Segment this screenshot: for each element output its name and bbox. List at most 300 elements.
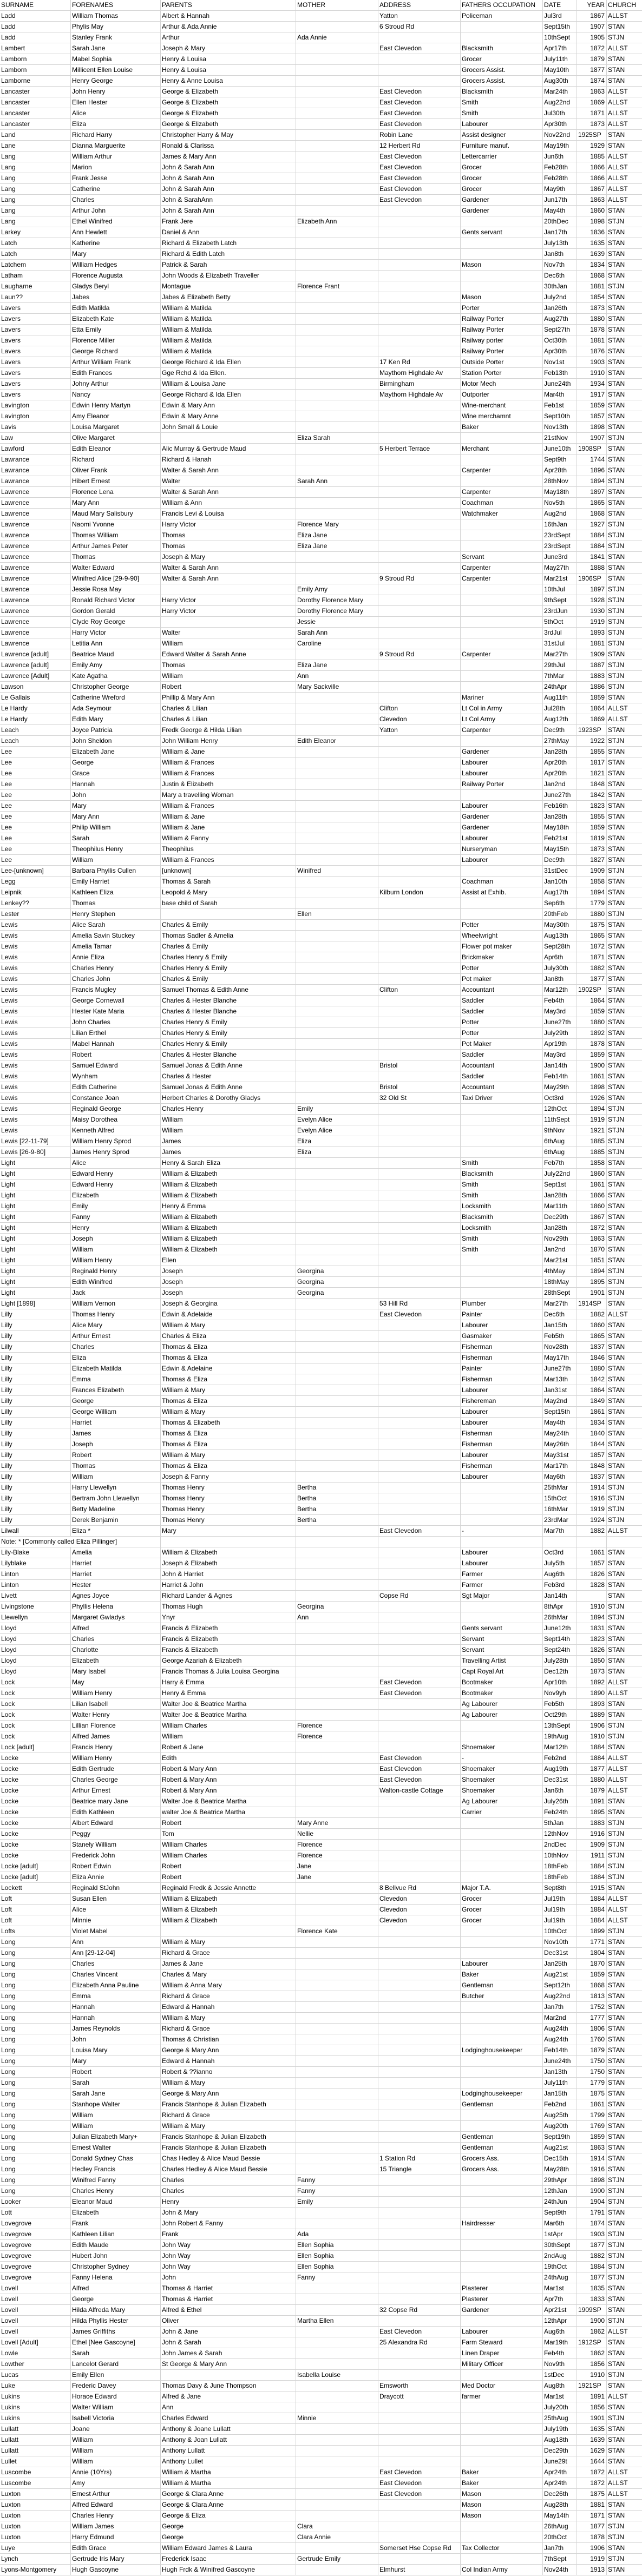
cell-forenames: Walter Edward xyxy=(71,563,161,573)
cell-year: 1834 xyxy=(577,260,607,270)
cell-year: 1819 xyxy=(577,833,607,844)
cell-year: 1750 xyxy=(577,2067,607,2077)
cell-parents: William & Frances xyxy=(161,757,296,768)
cell-address xyxy=(378,1039,461,1049)
table-row xyxy=(0,1915,642,1926)
cell-fathers-occupation: Watchmaker xyxy=(461,509,543,519)
cell-forenames: Elizabeth xyxy=(71,1656,161,1666)
cell-fathers-occupation: Saddler xyxy=(461,1050,543,1060)
cell-surname: Lang xyxy=(0,151,71,162)
cell-mother xyxy=(296,1082,378,1092)
cell-forenames: Ethel [Nee Gascoyne] xyxy=(71,2337,161,2348)
cell-church: STJN xyxy=(608,282,624,290)
cell-forenames: Elizabeth Jane xyxy=(71,747,161,757)
cell-fathers-occupation: Servant xyxy=(461,1634,543,1644)
table-row xyxy=(0,2208,642,2218)
cell-date: Aug22nd xyxy=(543,1991,577,2001)
cell-year: 1922 xyxy=(577,736,607,746)
cell-parents: Charles & Hester xyxy=(161,1071,296,1082)
cell-church: STJN xyxy=(608,1267,624,1275)
cell-year: 1877 xyxy=(577,65,607,75)
cell-year: 1901 xyxy=(577,2413,607,2423)
cell-fathers-occupation xyxy=(461,2121,543,2131)
cell-year: 1880 xyxy=(577,1363,607,1374)
cell-parents: Thomas & Eliza xyxy=(161,1439,296,1450)
cell-year: 1823 xyxy=(577,801,607,811)
cell-church: STAN xyxy=(608,1971,625,1978)
cell-date: Jul19th xyxy=(543,1915,577,1926)
cell-parents: John & Mary xyxy=(161,2208,296,2218)
cell-year: 1925SP xyxy=(577,130,607,140)
cell-address xyxy=(378,1277,461,1287)
cell-fathers-occupation: Labourer xyxy=(461,1418,543,1428)
cell-parents: Patrick & Sarah xyxy=(161,260,296,270)
cell-year: 1882 xyxy=(577,963,607,973)
cell-mother xyxy=(296,1169,378,1179)
cell-mother xyxy=(296,2218,378,2229)
cell-surname: Locke xyxy=(0,1818,71,1828)
cell-parents: Robert & Mary Ann xyxy=(161,1786,296,1796)
cell-mother xyxy=(296,757,378,768)
cell-church: STAN xyxy=(608,2447,625,2454)
cell-forenames: Arthur William Frank xyxy=(71,357,161,367)
cell-parents: Gge Rchd & Ida Ellen. xyxy=(161,368,296,378)
table-row xyxy=(0,2316,642,2327)
cell-fathers-occupation: Gardener xyxy=(461,206,543,216)
cell-church: STJN xyxy=(608,629,624,636)
cell-year: 1860 xyxy=(577,1320,607,1330)
table-row xyxy=(0,1721,642,1731)
cell-date: July11th xyxy=(543,2078,577,2088)
cell-address xyxy=(378,1807,461,1817)
cell-year: 1861 xyxy=(577,1071,607,1082)
cell-forenames: Mary xyxy=(71,2056,161,2066)
cell-mother: Mary Anne xyxy=(296,1818,378,1828)
cell-church: ALLST xyxy=(608,185,628,193)
table-row xyxy=(0,606,642,617)
cell-forenames: Maud Mary Salisbury xyxy=(71,509,161,519)
cell-parents: John & Harriet xyxy=(161,1569,296,1579)
table-row xyxy=(0,303,642,314)
cell-address xyxy=(378,1547,461,1558)
cell-fathers-occupation xyxy=(461,1115,543,1125)
cell-date: Apr6th xyxy=(543,952,577,963)
cell-fathers-occupation: Outside Porter xyxy=(461,357,543,367)
table-row xyxy=(0,2045,642,2056)
cell-fathers-occupation: Policeman xyxy=(461,11,543,21)
cell-year: 1859 xyxy=(577,400,607,411)
cell-fathers-occupation: Gents servant xyxy=(461,1623,543,1633)
cell-forenames: Robert Edwin xyxy=(71,1861,161,1872)
cell-address xyxy=(378,2348,461,2358)
cell-forenames: Hannah xyxy=(71,2002,161,2012)
cell-surname: Lovegrove xyxy=(0,2229,71,2239)
table-row xyxy=(0,844,642,855)
cell-church: STAN xyxy=(608,1202,625,1210)
cell-church: STAN xyxy=(608,1635,625,1643)
table-row xyxy=(0,2543,642,2554)
cell-surname: Lawrence xyxy=(0,638,71,649)
cell-address: East Clevedon xyxy=(378,1753,461,1763)
cell-church: ALLST xyxy=(608,1906,628,1913)
cell-date: Aug12th xyxy=(543,714,577,724)
cell-address xyxy=(378,2099,461,2110)
cell-mother xyxy=(296,1418,378,1428)
cell-date: Sept9th xyxy=(543,454,577,465)
cell-fathers-occupation: Assist designer xyxy=(461,130,543,140)
cell-year: 1868 xyxy=(577,271,607,281)
cell-church: ALLST xyxy=(608,704,628,712)
cell-surname: Lawrence [Adult] xyxy=(0,671,71,681)
cell-fathers-occupation: Sgt Major xyxy=(461,1591,543,1601)
cell-church: STJN xyxy=(608,1289,624,1296)
cell-address xyxy=(378,768,461,779)
cell-fathers-occupation: Potter xyxy=(461,1028,543,1038)
cell-year: 1870 xyxy=(577,1244,607,1255)
cell-mother: Eliza xyxy=(296,1147,378,1157)
cell-surname: Luxton xyxy=(0,2521,71,2532)
cell-church: STAN xyxy=(608,1029,625,1037)
cell-forenames: Sarah xyxy=(71,2348,161,2358)
cell-fathers-occupation: Tax Collector xyxy=(461,2543,543,2553)
cell-surname: Lee xyxy=(0,844,71,854)
cell-mother: Ellen xyxy=(296,909,378,919)
cell-parents: John Way xyxy=(161,2262,296,2272)
cell-fathers-occupation xyxy=(461,249,543,259)
cell-mother xyxy=(296,422,378,432)
cell-year: 1791 xyxy=(577,2208,607,2218)
cell-address xyxy=(378,541,461,551)
cell-church: STJN xyxy=(608,661,624,669)
table-row xyxy=(0,2175,642,2186)
cell-forenames: Clyde Roy George xyxy=(71,617,161,627)
cell-parents: Edwin & Adelaide xyxy=(161,1309,296,1320)
cell-year: 1884 xyxy=(577,1905,607,1915)
cell-parents: Thomas & Eliza xyxy=(161,1396,296,1406)
cell-address xyxy=(378,617,461,627)
cell-surname: Lewis xyxy=(0,1071,71,1082)
cell-year: 1806 xyxy=(577,2024,607,2034)
table-row xyxy=(0,725,642,736)
table-row xyxy=(0,1212,642,1223)
cell-date: May18th xyxy=(543,822,577,833)
cell-date: June29t xyxy=(543,2456,577,2467)
table-row xyxy=(0,2197,642,2208)
cell-parents: Robert xyxy=(161,1872,296,1882)
cell-address xyxy=(378,2208,461,2218)
cell-date: 24thJun xyxy=(543,2197,577,2207)
cell-forenames: Stanely William xyxy=(71,1840,161,1850)
cell-surname: Lock xyxy=(0,1721,71,1731)
table-row xyxy=(0,1136,642,1147)
cell-date: May19th xyxy=(543,141,577,151)
table-row xyxy=(0,1742,642,1753)
cell-year: 1894 xyxy=(577,1612,607,1623)
cell-fathers-occupation: Lettercarrier xyxy=(461,151,543,162)
cell-year: 1855 xyxy=(577,812,607,822)
table-row xyxy=(0,931,642,941)
cell-address: Yatton xyxy=(378,11,461,21)
cell-parents: Charles Henry & Emily xyxy=(161,1039,296,1049)
cell-address xyxy=(378,2456,461,2467)
cell-date: 28thNov xyxy=(543,476,577,486)
cell-parents: John William Henry xyxy=(161,736,296,746)
cell-year: 1875 xyxy=(577,2089,607,2099)
cell-date: 23rdSept xyxy=(543,530,577,541)
cell-year: 1910 xyxy=(577,2370,607,2380)
cell-mother xyxy=(296,2208,378,2218)
cell-fathers-occupation: Assist at Exhib. xyxy=(461,887,543,898)
cell-year: 1861 xyxy=(577,1180,607,1190)
table-row xyxy=(0,1363,642,1374)
cell-church: STJN xyxy=(608,607,624,615)
cell-year: 1885 xyxy=(577,151,607,162)
cell-surname: Luscombe xyxy=(0,2467,71,2478)
cell-surname: Lawrence xyxy=(0,595,71,605)
cell-parents: William & Elizabeth xyxy=(161,1894,296,1904)
cell-mother xyxy=(296,1060,378,1071)
cell-church: STAN xyxy=(608,1549,625,1556)
cell-year: 1881 xyxy=(577,638,607,649)
table-row xyxy=(0,757,642,768)
cell-address xyxy=(378,2067,461,2077)
cell-parents: Mary xyxy=(161,1526,296,1536)
cell-forenames: John Charles xyxy=(71,1017,161,1027)
cell-date: July13th xyxy=(543,238,577,248)
cell-mother: Ellen Sophia xyxy=(296,2251,378,2261)
cell-surname: Lukins xyxy=(0,2413,71,2423)
cell-fathers-occupation: Labourer xyxy=(461,1547,543,1558)
cell-forenames: Edith Matilda xyxy=(71,303,161,313)
cell-mother: Isabella Louise xyxy=(296,2370,378,2380)
cell-church: ALLST xyxy=(608,1765,628,1773)
table-row xyxy=(0,227,642,238)
cell-mother: Bertha xyxy=(296,1493,378,1504)
cell-year: 1926 xyxy=(577,1093,607,1103)
cell-surname: Linton xyxy=(0,1569,71,1579)
cell-parents: Henry & Emma xyxy=(161,1688,296,1698)
cell-parents: Fredk George & Hilda Lilian xyxy=(161,725,296,735)
cell-parents: Charles & Hester Blanche xyxy=(161,1006,296,1017)
cell-address xyxy=(378,2532,461,2542)
cell-mother xyxy=(296,108,378,118)
cell-address xyxy=(378,76,461,86)
cell-address: Clifton xyxy=(378,703,461,714)
cell-address xyxy=(378,638,461,649)
cell-parents: Charles Henry & Emily xyxy=(161,1017,296,1027)
table-row xyxy=(0,1937,642,1948)
cell-forenames: Alfred xyxy=(71,1623,161,1633)
cell-mother xyxy=(296,1158,378,1168)
cell-fathers-occupation: Major T.A. xyxy=(461,1883,543,1893)
cell-church: STAN xyxy=(608,207,625,214)
cell-address: East Clevedon xyxy=(378,162,461,173)
cell-forenames: Christopher George xyxy=(71,682,161,692)
cell-mother xyxy=(296,2110,378,2120)
cell-date: Aug17th xyxy=(543,887,577,898)
cell-year: 1884 xyxy=(577,530,607,541)
cell-forenames: Hilda Alfreda Mary xyxy=(71,2305,161,2315)
cell-address: Emsworth xyxy=(378,2381,461,2391)
cell-address xyxy=(378,1071,461,1082)
cell-church: STAN xyxy=(608,1072,625,1080)
cell-forenames: Christopher Sydney xyxy=(71,2262,161,2272)
cell-year: 1860 xyxy=(577,1169,607,1179)
cell-forenames: Philip William xyxy=(71,822,161,833)
table-row xyxy=(0,1320,642,1331)
cell-parents: Samuel Thomas & Edith Anne xyxy=(161,985,296,995)
cell-year: 1859 xyxy=(577,693,607,703)
table-row xyxy=(0,1158,642,1169)
table-row xyxy=(0,1201,642,1212)
cell-date: Dec6th xyxy=(543,1309,577,1320)
cell-parents: Charles & Hester Blanche xyxy=(161,1050,296,1060)
cell-forenames: Jack xyxy=(71,1288,161,1298)
cell-forenames: Henry George xyxy=(71,76,161,86)
cell-forenames: Sarah xyxy=(71,833,161,844)
cell-parents: John & Sarah Ann xyxy=(161,162,296,173)
cell-fathers-occupation: Travelling Artist xyxy=(461,1656,543,1666)
cell-address xyxy=(378,1666,461,1677)
cell-surname: Lewis xyxy=(0,941,71,952)
cell-surname: Locke xyxy=(0,1786,71,1796)
cell-date: Mar7th xyxy=(543,1526,577,1536)
cell-address xyxy=(378,996,461,1006)
cell-address xyxy=(378,822,461,833)
cell-mother xyxy=(296,2511,378,2521)
table-row xyxy=(0,1309,642,1320)
cell-address: Clevedon xyxy=(378,1915,461,1926)
cell-year: 1841 xyxy=(577,552,607,562)
cell-parents: Robert & Mary Ann xyxy=(161,1775,296,1785)
cell-address xyxy=(378,2024,461,2034)
cell-mother xyxy=(296,1461,378,1471)
table-row xyxy=(0,2521,642,2532)
cell-date: 2ndAug xyxy=(543,2251,577,2261)
cell-fathers-occupation: Mason xyxy=(461,2500,543,2510)
cell-forenames: Beatrice mary Jane xyxy=(71,1796,161,1807)
cell-church: STAN xyxy=(608,791,625,799)
cell-forenames: Ann xyxy=(71,1937,161,1947)
cell-mother: Sarah Ann xyxy=(296,628,378,638)
cell-address xyxy=(378,1125,461,1136)
cell-surname: Leach xyxy=(0,725,71,735)
cell-fathers-occupation xyxy=(461,2175,543,2185)
cell-year: 1901 xyxy=(577,1288,607,1298)
cell-date: Apr24th xyxy=(543,2478,577,2488)
cell-address xyxy=(378,1320,461,1330)
cell-mother xyxy=(296,2078,378,2088)
cell-address: Bristol xyxy=(378,1060,461,1071)
cell-fathers-occupation: Gentleman xyxy=(461,2143,543,2153)
cell-fathers-occupation xyxy=(461,476,543,486)
cell-parents: Walter Joe & Beatrice Martha xyxy=(161,1710,296,1720)
cell-parents: William & Mary xyxy=(161,1385,296,1395)
cell-church: STAN xyxy=(608,975,625,983)
cell-address: 32 Copse Rd xyxy=(378,2305,461,2315)
cell-church: STAN xyxy=(608,1094,625,1102)
cell-fathers-occupation: Fishereman xyxy=(461,1396,543,1406)
cell-parents: Ellen xyxy=(161,1255,296,1266)
cell-year: 1867 xyxy=(577,1212,607,1222)
table-row xyxy=(0,1699,642,1710)
cell-mother: Dorothy Florence Mary xyxy=(296,595,378,605)
cell-surname: Lock xyxy=(0,1688,71,1698)
cell-parents: Charles & Mary xyxy=(161,1969,296,1980)
cell-mother xyxy=(296,260,378,270)
table-row xyxy=(0,1850,642,1861)
cell-parents: William & Jane xyxy=(161,812,296,822)
cell-parents: Thomas Davy & June Thompson xyxy=(161,2381,296,2391)
cell-year: 1635 xyxy=(577,238,607,248)
cell-address xyxy=(378,509,461,519)
cell-surname: Luxton xyxy=(0,2489,71,2499)
cell-fathers-occupation: Carpenter xyxy=(461,487,543,497)
cell-surname: Locke xyxy=(0,1753,71,1763)
cell-year: 1858 xyxy=(577,877,607,887)
table-row xyxy=(0,1807,642,1818)
cell-date: Mar1st xyxy=(543,2391,577,2402)
cell-surname: Light xyxy=(0,1255,71,1266)
cell-forenames: Thomas William xyxy=(71,530,161,541)
cell-year: 1873 xyxy=(577,1666,607,1677)
cell-surname: Locke xyxy=(0,1764,71,1774)
cell-church: STAN xyxy=(608,2144,625,2151)
cell-parents: Chas Hedley & Alice Maud Bessie xyxy=(161,2153,296,2164)
cell-year: 1874 xyxy=(577,2218,607,2229)
cell-mother xyxy=(296,2543,378,2553)
cell-date: 10thOct xyxy=(543,1926,577,1936)
table-row xyxy=(0,271,642,281)
cell-fathers-occupation xyxy=(461,2208,543,2218)
cell-parents: Joseph & Fanny xyxy=(161,1472,296,1482)
cell-date: Oct29th xyxy=(543,1710,577,1720)
cell-church: STAN xyxy=(608,1981,625,1989)
table-row xyxy=(0,108,642,119)
cell-address xyxy=(378,866,461,876)
cell-date: 10thNov xyxy=(543,1850,577,1861)
cell-year: 1884 xyxy=(577,1894,607,1904)
cell-mother xyxy=(296,2348,378,2358)
cell-forenames: Amelia Savin Stuckey xyxy=(71,931,161,941)
cell-parents: Anthony & Joan Lullatt xyxy=(161,2435,296,2445)
cell-surname: Le Hardy xyxy=(0,714,71,724)
cell-year: 1877 xyxy=(577,2272,607,2283)
cell-address xyxy=(378,1212,461,1222)
cell-church: STAN xyxy=(608,748,625,755)
cell-surname: Lullatt xyxy=(0,2424,71,2434)
cell-address xyxy=(378,801,461,811)
cell-date: Aug21st xyxy=(543,2143,577,2153)
cell-parents: Robert & Mary Ann xyxy=(161,1764,296,1774)
cell-date: June27th xyxy=(543,1017,577,1027)
cell-mother xyxy=(296,2337,378,2348)
cell-parents: Hugh Frdk & Winifred Gascoyne xyxy=(161,2565,296,2575)
cell-date: Apr7th xyxy=(543,2294,577,2304)
table-row xyxy=(0,638,642,649)
cell-church: STAN xyxy=(608,2458,625,2465)
cell-date: Jul19th xyxy=(543,1905,577,1915)
cell-surname: Locke xyxy=(0,1840,71,1850)
cell-parents: Richard & Grace xyxy=(161,2110,296,2120)
cell-year: 1877 xyxy=(577,2240,607,2250)
cell-surname: Lewis xyxy=(0,952,71,963)
cell-mother xyxy=(296,227,378,238)
cell-parents: Henry xyxy=(161,2197,296,2207)
table-row xyxy=(0,292,642,303)
cell-parents: Thomas & Eliza xyxy=(161,1353,296,1363)
cell-fathers-occupation: Mason xyxy=(461,292,543,302)
